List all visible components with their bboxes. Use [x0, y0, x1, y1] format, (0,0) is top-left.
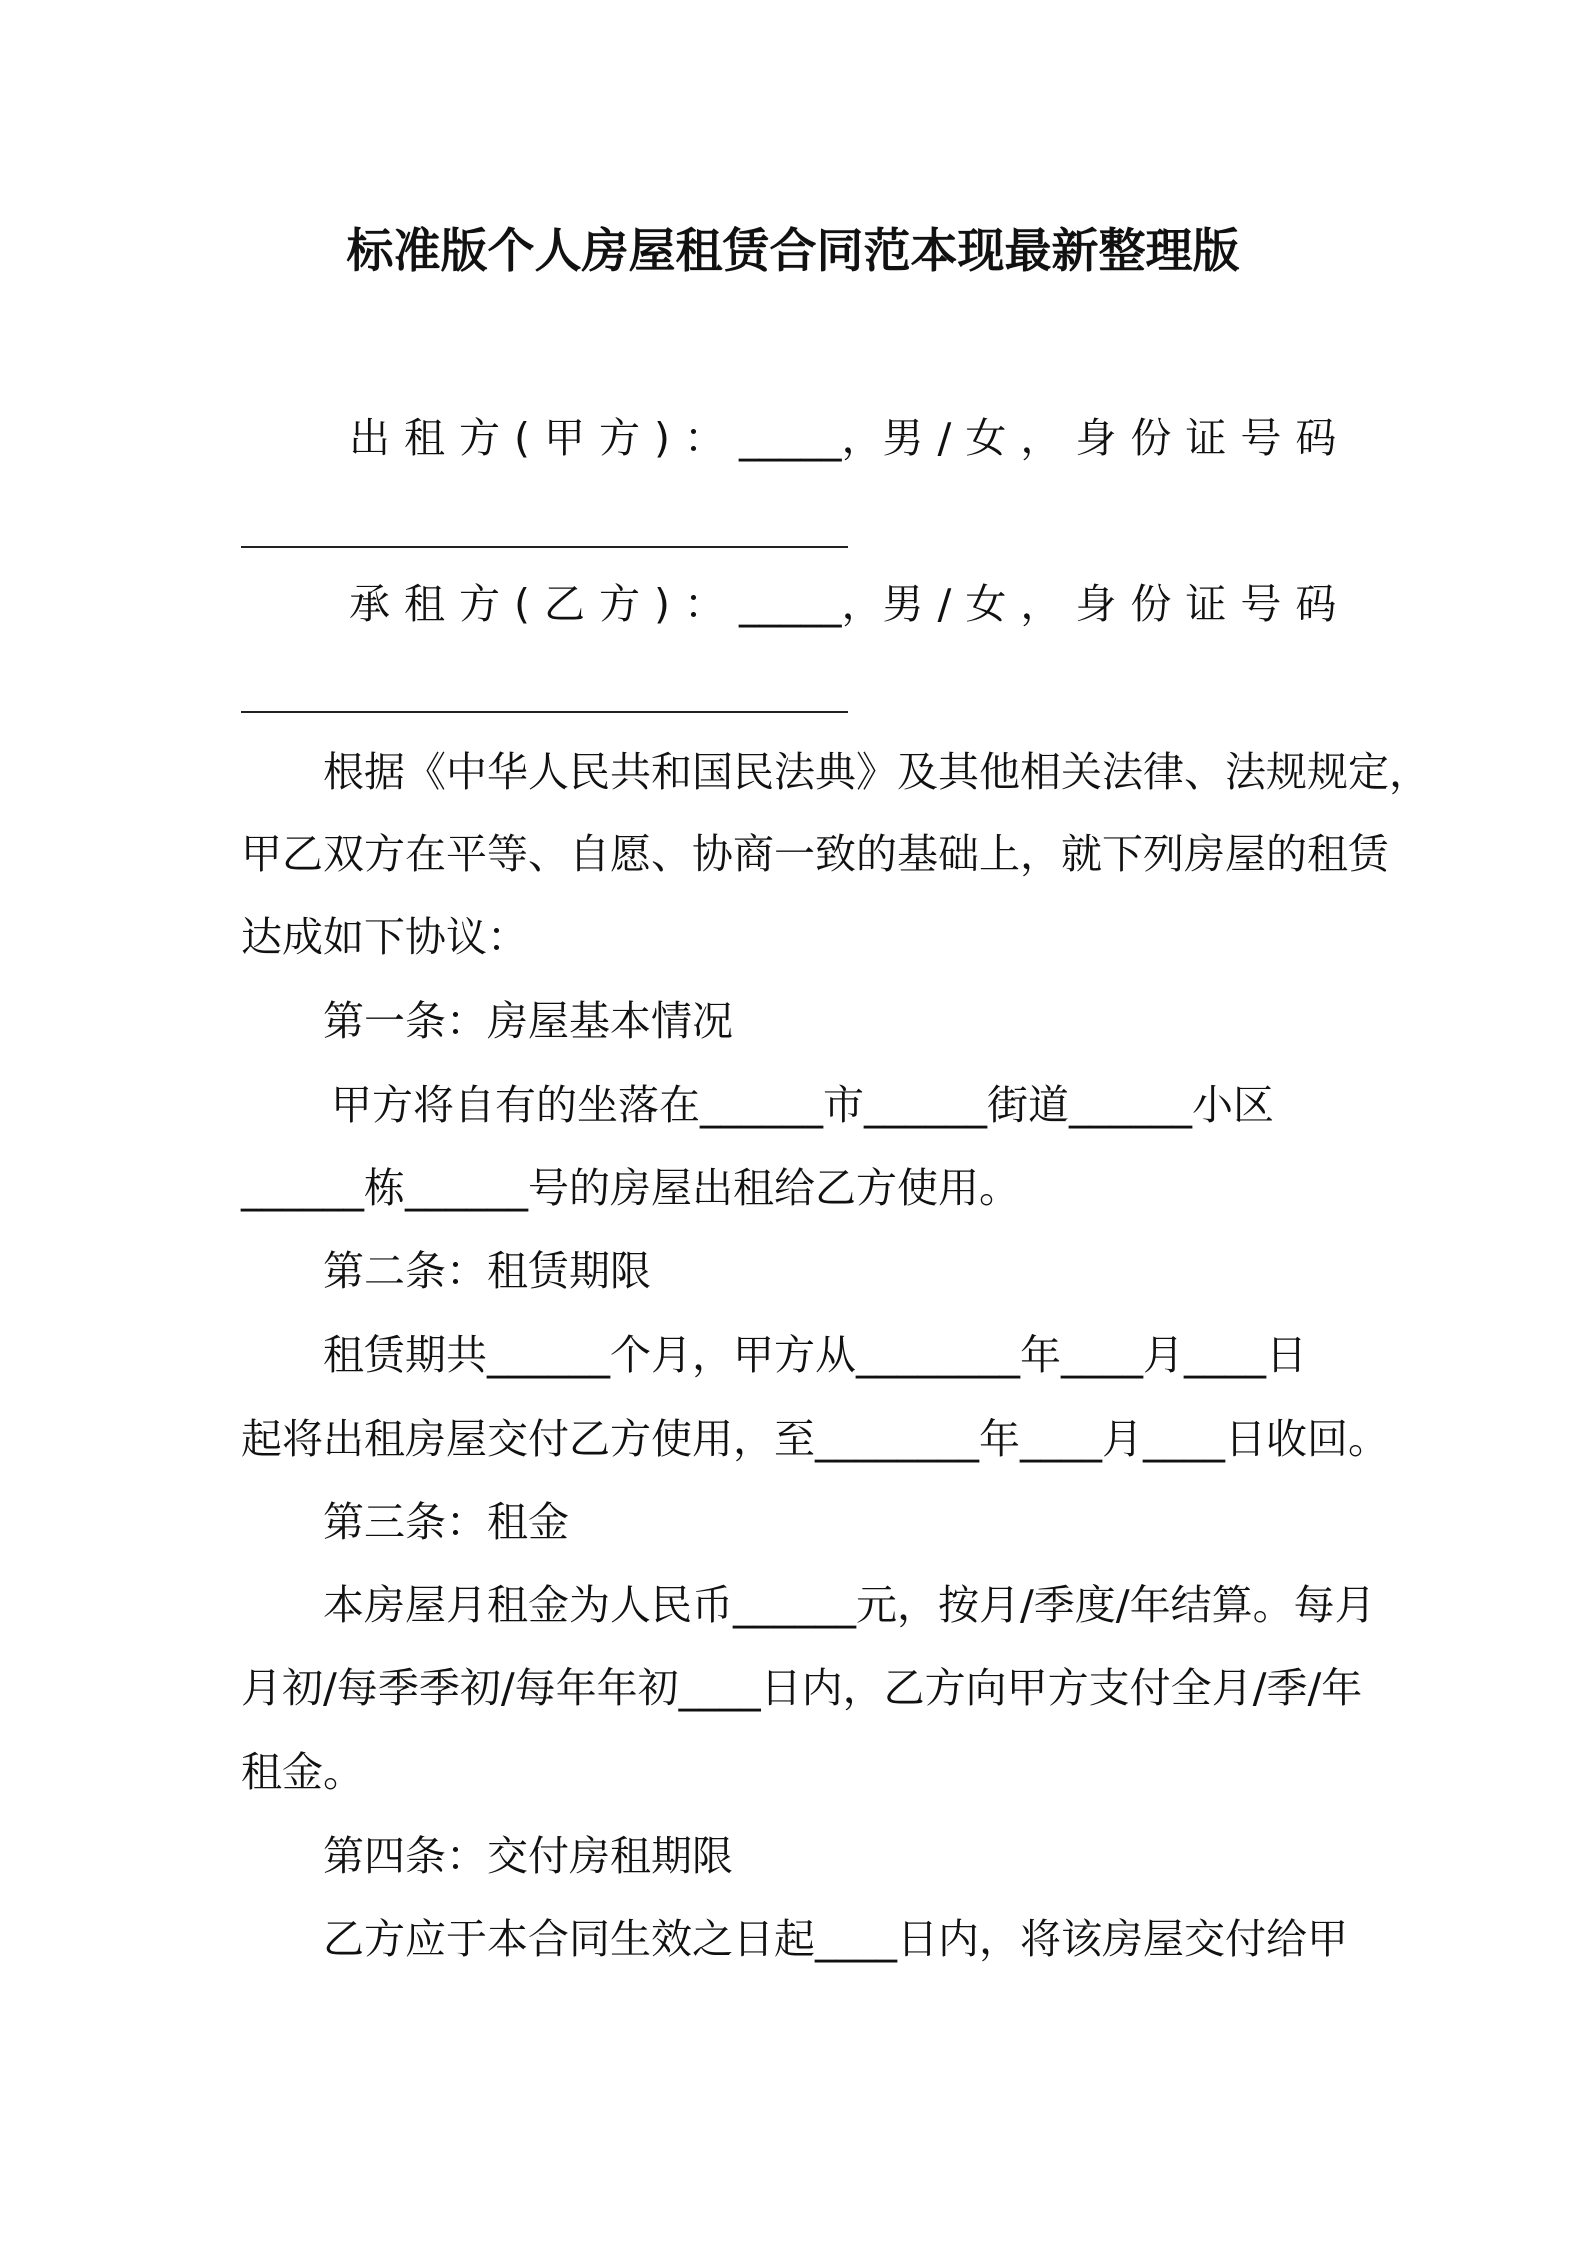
article-3-heading: 第三条：租金 [323, 1498, 569, 1546]
article-2-heading: 第二条：租赁期限 [323, 1247, 651, 1295]
article-2-line-1: 租赁期共______个月，甲方从________年____月____日 [323, 1331, 1307, 1379]
preamble-line-1: 根据《中华人民共和国民法典》及其他相关法律、法规规定， [323, 748, 1430, 796]
article-2-line-2: 起将出租房屋交付乙方使用，至________年____月____日收回。 [241, 1415, 1389, 1463]
lessee-gender: 男/女， [882, 580, 1076, 628]
lessee-name-blank: _____， [739, 580, 883, 628]
lessor-id-label: 身份证号码 [1075, 414, 1351, 462]
document-title: 标准版个人房屋租赁合同范本现最新整理版 [346, 224, 1240, 279]
article-3-line-3: 租金。 [241, 1748, 364, 1796]
lessee-id-label: 身份证号码 [1075, 580, 1351, 628]
article-1-line-2: ______栋______号的房屋出租给乙方使用。 [241, 1164, 1020, 1212]
article-4-heading: 第四条：交付房租期限 [323, 1832, 733, 1880]
article-3-line-1: 本房屋月租金为人民币______元，按月/季度/年结算。每月 [323, 1581, 1376, 1629]
lessee-label: 承租方(乙方)： [349, 580, 739, 628]
lessee-line [349, 580, 1351, 628]
preamble-line-3: 达成如下协议： [241, 913, 528, 961]
lessee-id-underline [241, 711, 848, 713]
preamble-line-2: 甲乙双方在平等、自愿、协商一致的基础上，就下列房屋的租赁 [241, 830, 1389, 878]
lessor-label: 出租方(甲方)： [349, 414, 739, 462]
lessor-gender: 男/女， [882, 414, 1076, 462]
lessor-name-blank: _____， [739, 414, 883, 462]
article-3-line-2: 月初/每季季初/每年年初____日内，乙方向甲方支付全月/季/年 [241, 1664, 1363, 1712]
article-1-line-1: 甲方将自有的坐落在______市______街道______小区 [331, 1081, 1274, 1129]
lessor-line [349, 414, 1351, 462]
article-1-heading: 第一条：房屋基本情况 [323, 997, 733, 1045]
article-4-line-1: 乙方应于本合同生效之日起____日内，将该房屋交付给甲 [323, 1915, 1348, 1963]
lessor-id-underline [241, 546, 848, 548]
